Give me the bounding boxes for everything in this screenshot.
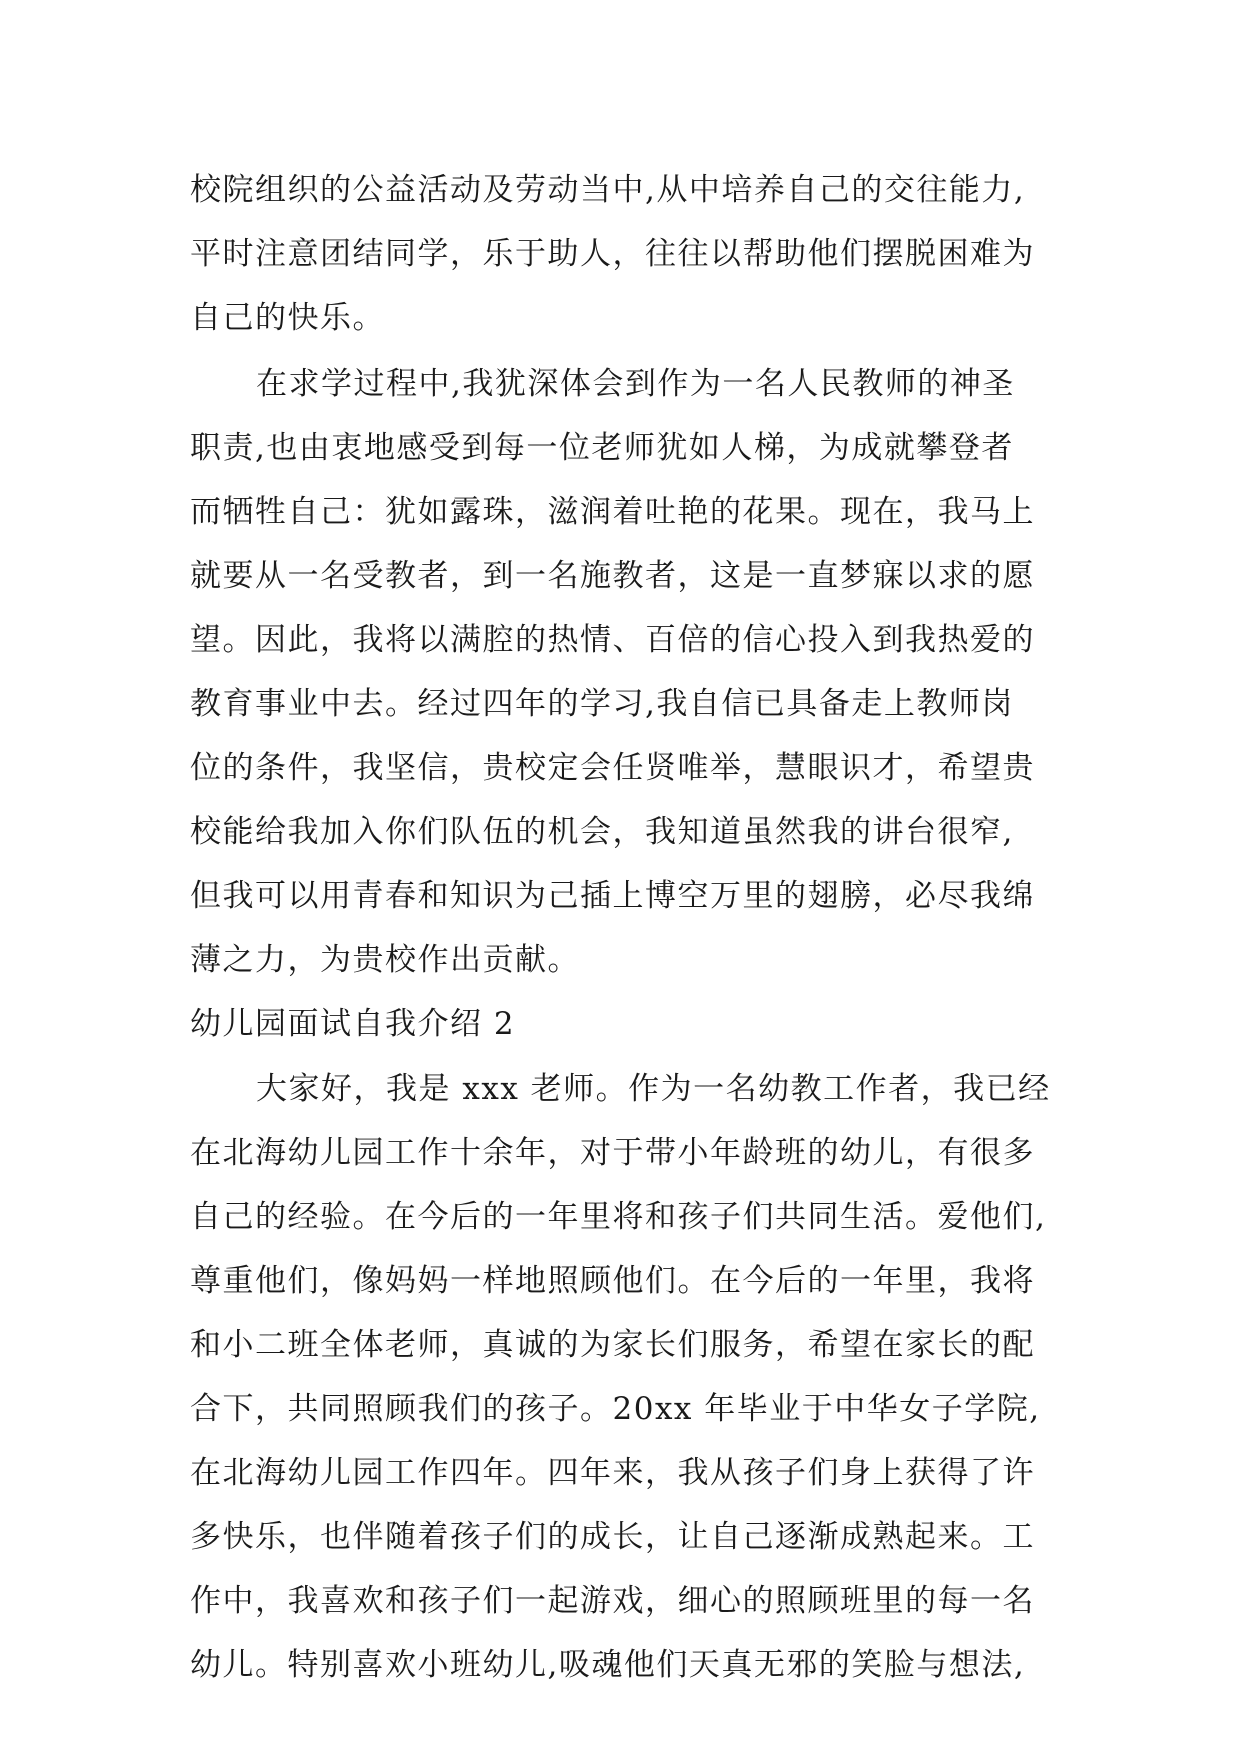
text-line: 合下，共同照顾我们的孩子。20xx 年毕业于中华女子学院, [190, 1391, 1041, 1427]
text-line: 但我可以用青春和知识为己插上博空万里的翅膀，必尽我绵 [190, 878, 1035, 914]
text-line: 薄之力，为贵校作出贡献。 [190, 942, 580, 978]
text-line: 尊重他们，像妈妈一样地照顾他们。在今后的一年里，我将 [190, 1263, 1035, 1299]
text-line: 自己的快乐。 [190, 300, 385, 336]
text-line: 作中，我喜欢和孩子们一起游戏，细心的照顾班里的每一名 [190, 1583, 1035, 1619]
text-line: 校院组织的公益活动及劳动当中,从中培养自己的交往能力, [190, 172, 1026, 208]
text-line: 教育事业中去。经过四年的学习,我自信已具备走上教师岗 [190, 686, 1014, 722]
text-line: 在北海幼儿园工作四年。四年来，我从孩子们身上获得了许 [190, 1455, 1035, 1491]
text-line: 幼儿。特别喜欢小班幼儿,吸魂他们天真无邪的笑脸与想法, [190, 1647, 1026, 1683]
text-line: 自己的经验。在今后的一年里将和孩子们共同生活。爱他们, [190, 1199, 1047, 1235]
text-line: 平时注意团结同学，乐于助人，往往以帮助他们摆脱困难为 [190, 236, 1035, 272]
text-line: 多快乐，也伴随着孩子们的成长，让自己逐渐成熟起来。工 [190, 1519, 1035, 1555]
section-heading: 幼儿园面试自我介绍 2 [190, 1006, 516, 1042]
text-line: 在求学过程中,我犹深体会到作为一名人民教师的神圣 [256, 366, 1015, 402]
text-line: 就要从一名受教者，到一名施教者，这是一直梦寐以求的愿 [190, 558, 1035, 594]
text-line: 位的条件，我坚信，贵校定会任贤唯举，慧眼识才，希望贵 [190, 750, 1035, 786]
text-line: 望。因此，我将以满腔的热情、百倍的信心投入到我热爱的 [190, 622, 1035, 658]
text-line: 大家好，我是 xxx 老师。作为一名幼教工作者，我已经 [256, 1071, 1051, 1107]
text-line: 和小二班全体老师，真诚的为家长们服务，希望在家长的配 [190, 1327, 1035, 1363]
text-line: 在北海幼儿园工作十余年，对于带小年龄班的幼儿，有很多 [190, 1135, 1035, 1171]
text-line: 而牺牲自己：犹如露珠，滋润着吐艳的花果。现在，我马上 [190, 494, 1035, 530]
text-line: 职责,也由衷地感受到每一位老师犹如人梯，为成就攀登者 [190, 430, 1014, 466]
text-line: 校能给我加入你们队伍的机会，我知道虽然我的讲台很窄, [190, 814, 1014, 850]
